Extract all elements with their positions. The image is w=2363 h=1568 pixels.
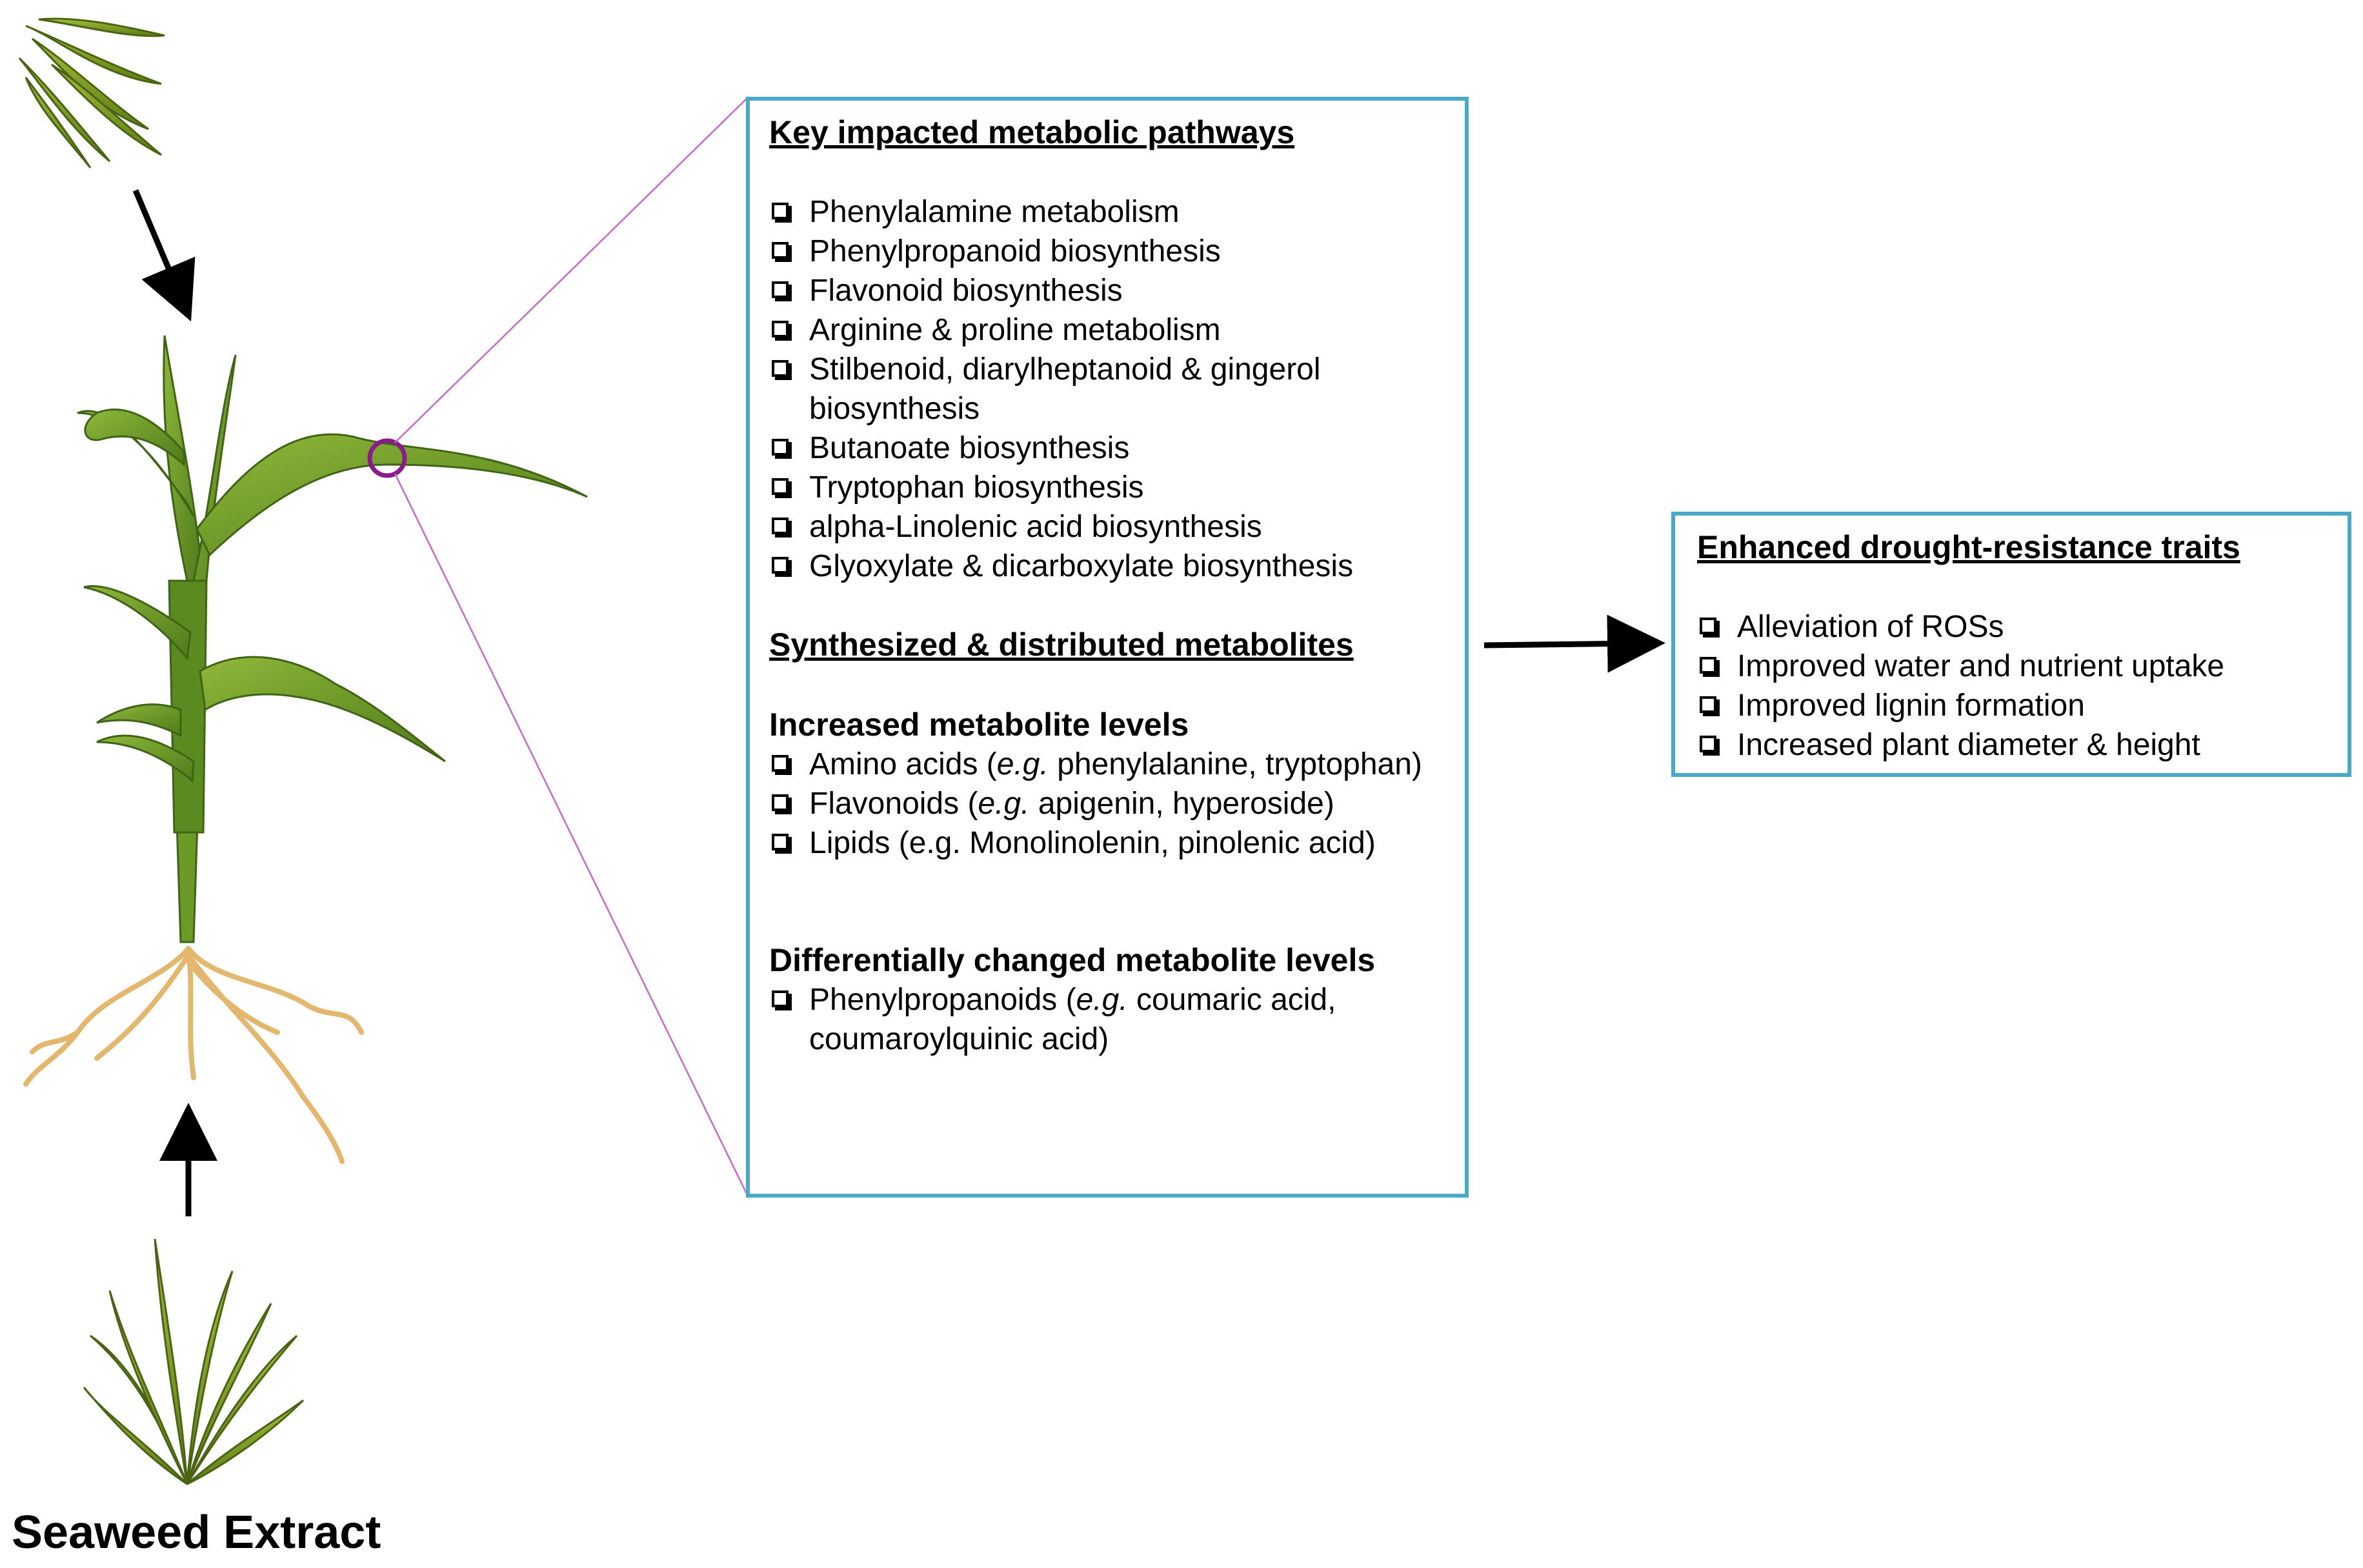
zoom-line-top bbox=[395, 97, 749, 443]
list-item: Phenylpropanoids (e.g. coumaric acid, coumaroylquinic acid) bbox=[769, 980, 1445, 1059]
arrow-to-traits bbox=[1484, 643, 1642, 645]
list-item: Flavonoid biosynthesis bbox=[769, 271, 1445, 310]
checkbox-icon bbox=[772, 834, 789, 850]
list-item: Phenylalamine metabolism bbox=[769, 192, 1445, 232]
differential-title: Differentially changed metabolite levels bbox=[769, 942, 1376, 978]
list-item: Improved water and nutrient uptake bbox=[1697, 647, 2326, 686]
checkbox-icon bbox=[1700, 696, 1716, 713]
list-item: Arginine & proline metabolism bbox=[769, 310, 1445, 350]
list-item: Glyoxylate & dicarboxylate biosynthesis bbox=[769, 547, 1445, 586]
checkbox-icon bbox=[772, 360, 789, 377]
list-item: Improved lignin formation bbox=[1697, 686, 2326, 725]
checkbox-icon bbox=[772, 518, 789, 534]
seaweed-top-icon bbox=[19, 19, 165, 168]
metabolites-title: Synthesized & distributed metabolites bbox=[769, 627, 1354, 663]
pathways-title: Key impacted metabolic pathways bbox=[769, 114, 1295, 150]
checkbox-icon bbox=[772, 281, 789, 298]
traits-list bbox=[1697, 607, 2326, 765]
list-item: Phenylpropanoid biosynthesis bbox=[769, 232, 1445, 271]
traits-title: Enhanced drought-resistance traits bbox=[1697, 529, 2240, 565]
checkbox-icon bbox=[772, 203, 789, 219]
differential-list bbox=[769, 980, 1445, 1059]
list-item: Flavonoids (e.g. apigenin, hyperoside) bbox=[769, 784, 1445, 823]
list-item: Lipids (e.g. Monolinolenin, pinolenic acid) bbox=[769, 823, 1445, 863]
list-item: Increased plant diameter & height bbox=[1697, 725, 2326, 765]
checkbox-icon bbox=[772, 794, 789, 811]
checkbox-icon bbox=[772, 990, 789, 1007]
list-item: Alleviation of ROSs bbox=[1697, 607, 2326, 647]
checkbox-icon bbox=[772, 242, 789, 259]
arrow-top-down bbox=[136, 190, 182, 300]
checkbox-icon bbox=[772, 478, 789, 495]
checkbox-icon bbox=[1700, 618, 1716, 634]
checkbox-icon bbox=[772, 439, 789, 456]
seaweed-bottom-icon bbox=[84, 1239, 303, 1484]
seaweed-extract-caption: Seaweed Extract bbox=[12, 1507, 381, 1558]
maize-roots bbox=[26, 949, 361, 1161]
zoom-line-bottom bbox=[395, 474, 749, 1198]
pathways-box bbox=[746, 97, 1469, 1198]
checkbox-icon bbox=[772, 755, 789, 772]
maize-plant-icon bbox=[77, 336, 587, 942]
pathways-list bbox=[769, 192, 1445, 586]
list-item: Tryptophan biosynthesis bbox=[769, 468, 1445, 507]
increased-list bbox=[769, 745, 1445, 863]
list-item: Butanoate biosynthesis bbox=[769, 428, 1445, 468]
checkbox-icon bbox=[1700, 657, 1716, 674]
increased-title: Increased metabolite levels bbox=[769, 707, 1189, 743]
list-item: Amino acids (e.g. phenylalanine, tryptophan) bbox=[769, 745, 1445, 784]
checkbox-icon bbox=[772, 557, 789, 574]
checkbox-icon bbox=[1700, 736, 1716, 752]
traits-box bbox=[1671, 512, 2351, 777]
list-item: Stilbenoid, diarylheptanoid & gingerol biosynthesis bbox=[769, 350, 1445, 428]
checkbox-icon bbox=[772, 321, 789, 337]
list-item: alpha-Linolenic acid biosynthesis bbox=[769, 507, 1445, 547]
